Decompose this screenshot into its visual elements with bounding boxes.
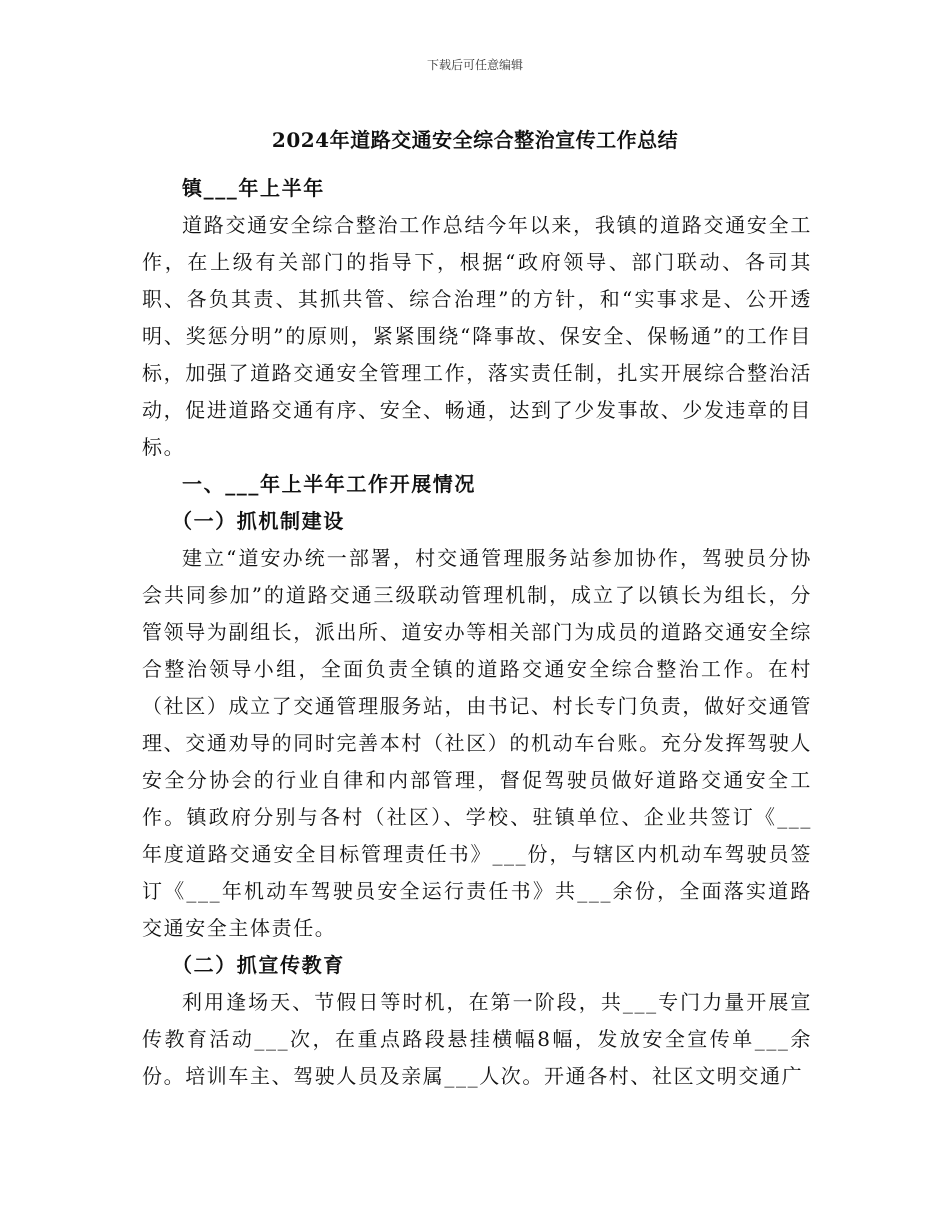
document-title: 2024年道路交通安全综合整治宣传工作总结 [271,128,679,152]
section-subtitle: 镇___年上半年 [182,176,325,200]
body-paragraph-intro: 道路交通安全综合整治工作总结今年以来，我镇的道路交通安全工作，在上级有关部门的指导下，根据“政府领导、部门联动、各司其职、各负其责、其抓共管、综合治理”的方针，和“实事求是、公开透明、奖惩分明”的原则，紧紧围绕“降事故、保安全、保畅通”的工作目标，加强了道路交通安全管理工作，落实责任制，扎实开展综合整治活动，促进道路交通有序、安全、畅通，达到了少发事故、少发违章的目标。 [142,213,812,459]
section-heading-1: 一、___年上半年工作开展情况 [182,472,476,496]
subsection-heading-1: （一）抓机制建设 [172,509,345,533]
header-note: 下载后可任意编辑 [426,58,523,72]
body-paragraph-mechanism: 建立“道安办统一部署，村交通管理服务站参加协作，驾驶员分协会共同参加”的道路交通三级联动管理机制，成立了以镇长为组长，分管领导为副组长，派出所、道安办等相关部门为成员的道路交通安全综合整治领导小组，全面负责全镇的道路交通安全综合整治工作。在村（社区）成立了交通管理服务站，由书记、村长专门负责，做好交通管理、交通劝导的同时完善本村（社区）的机动车台账。充分发挥驾驶人安全分协会的行业自律和内部管理，督促驾驶员做好道路交通安全工作。镇政府分别与各村（社区）、学校、驻镇单位、企业共签订《___年度道路交通安全目标管理责任书》___份，与辖区内机动车驾驶员签订《___年机动车驾驶员安全运行责任书》共___余份，全面落实道路交通安全主体责任。 [142,546,812,940]
body-paragraph-publicity: 利用逢场天、节假日等时机，在第一阶段，共___专门力量开展宣传教育活动___次，在重点路段悬挂横幅8幅，发放安全宣传单___余份。培训车主、驾驶人员及亲属___人次。开通各村、社区文明交通广 [142,990,812,1088]
document-body [142,170,812,1095]
subsection-heading-2: （二）抓宣传教育 [172,953,345,977]
